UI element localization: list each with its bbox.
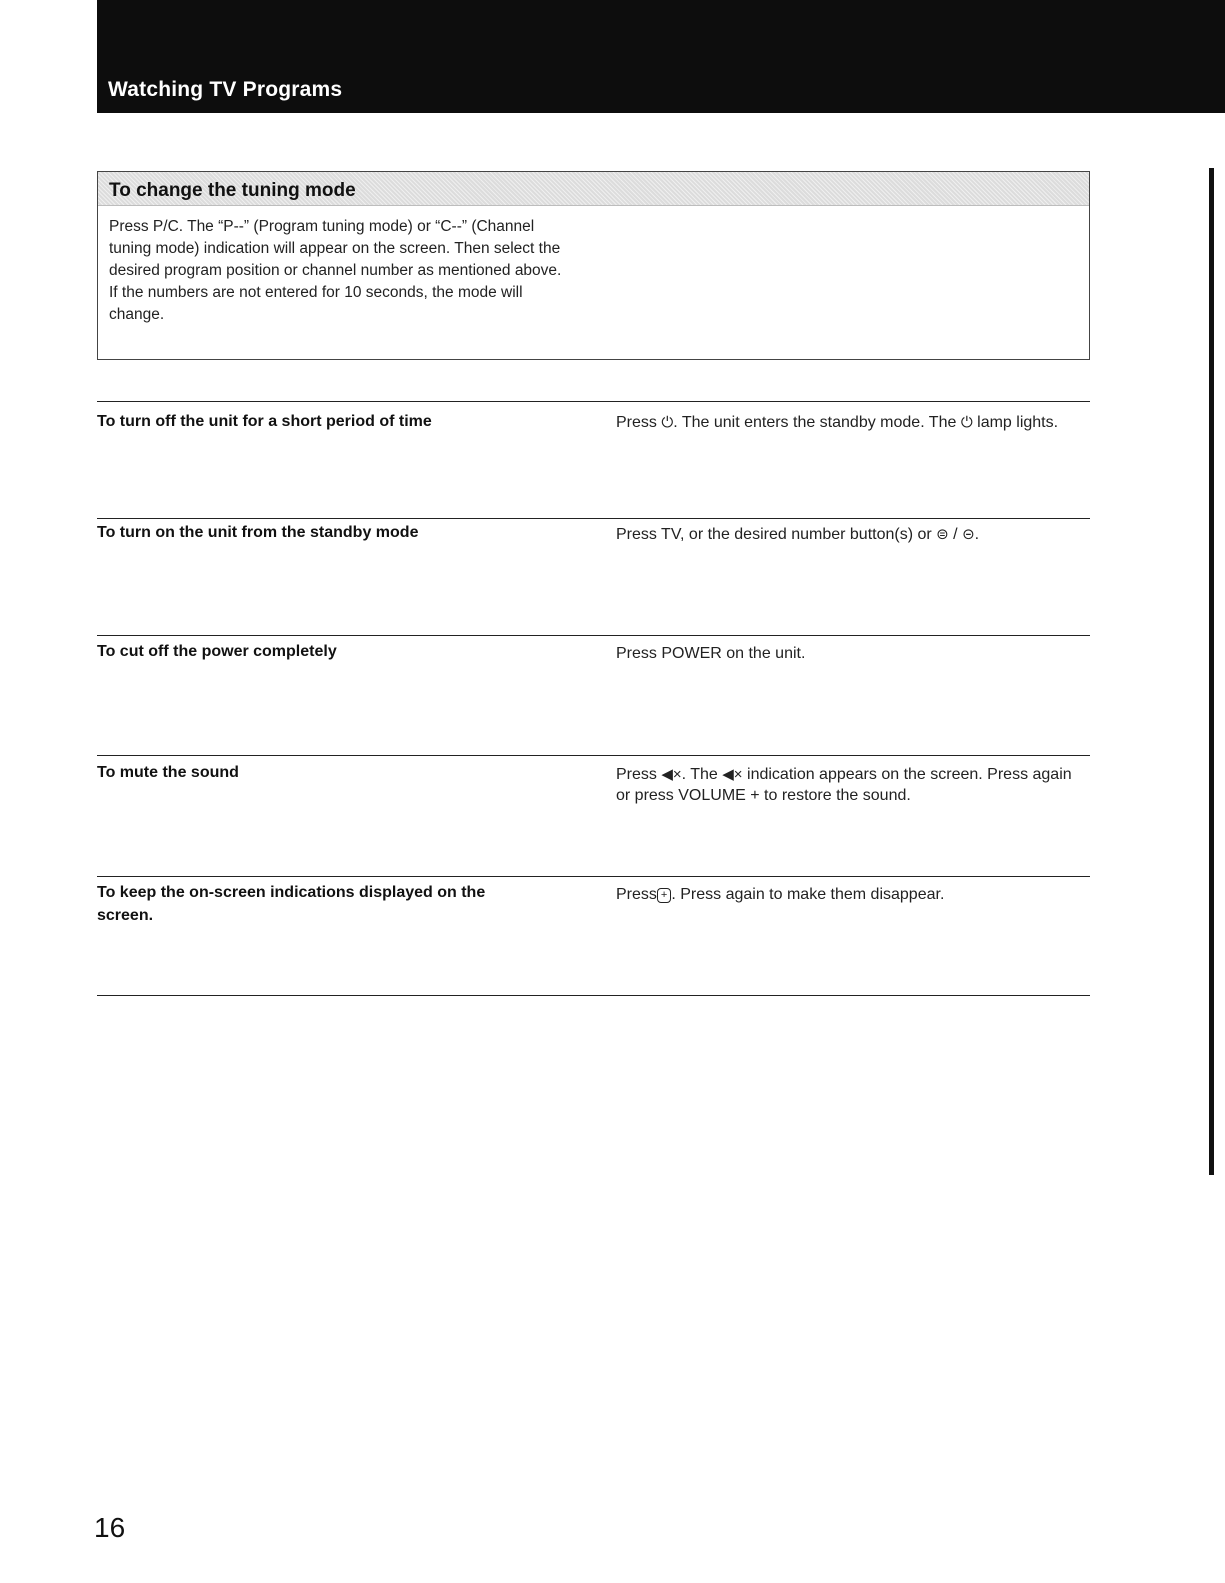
row-text-part: Press (616, 414, 662, 431)
row-text-standby-on (616, 524, 1086, 545)
mute-icon: ◀× (722, 766, 743, 783)
tuning-mode-box (97, 171, 1090, 360)
row-label-mute: To mute the sound (97, 764, 239, 781)
row-divider (97, 518, 1090, 519)
teletext-mix-icon: ⊝ (962, 526, 975, 543)
section-title: Watching TV Programs (108, 78, 343, 101)
row-text-part: Press (616, 886, 657, 903)
page-number: 16 (94, 1512, 126, 1543)
row-text-display (616, 884, 1086, 905)
row-text-part: . The (681, 766, 723, 783)
row-divider (97, 876, 1090, 877)
standby-icon: ⏻ (960, 414, 973, 431)
section-header-band (97, 0, 1225, 113)
row-divider (97, 401, 1090, 402)
page-edge-bar (1209, 168, 1214, 1175)
row-text-part: / (948, 526, 963, 543)
row-text-part: . Press again to make them disappear. (671, 886, 945, 903)
row-divider (97, 995, 1090, 996)
row-text-part: . The unit enters the standby mode. The (673, 414, 961, 431)
tuning-mode-heading: To change the tuning mode (109, 180, 356, 201)
row-text-part: lamp lights. (972, 414, 1059, 431)
row-label-power-off: To cut off the power completely (97, 643, 337, 660)
standby-icon: ⏻ (661, 414, 674, 431)
row-text-mute (616, 764, 1086, 806)
row-text-standby-off (616, 412, 1086, 433)
row-label-display: To keep the on-screen indications displayed on the screen. (97, 884, 486, 924)
row-label-standby-on: To turn on the unit from the standby mode (97, 524, 419, 541)
row-text-part: indication appears on the screen. Press again or press VOLUME + to restore the sound. (616, 766, 1072, 804)
tuning-mode-text: Press P/C. The “P--” (Program tuning mode) or “C--” (Channel tuning mode) indication will appear on the screen. Then select the desired program position or channel number as mentioned above. If the numbers are not entered for 10 seconds, the mode will change. (109, 218, 562, 323)
row-text-part: . (974, 526, 980, 543)
teletext-icon: ⊜ (936, 526, 949, 543)
row-divider (97, 635, 1090, 636)
row-text-part: Press (616, 766, 662, 783)
row-text-part: Press POWER on the unit. (616, 645, 806, 662)
row-label-standby-off: To turn off the unit for a short period of time (97, 413, 432, 430)
display-icon: + (657, 888, 671, 903)
mute-icon: ◀× (661, 766, 682, 783)
row-text-part: Press TV, or the desired number button(s) or (616, 526, 937, 543)
row-divider (97, 755, 1090, 756)
row-text-power-off (616, 643, 1086, 664)
